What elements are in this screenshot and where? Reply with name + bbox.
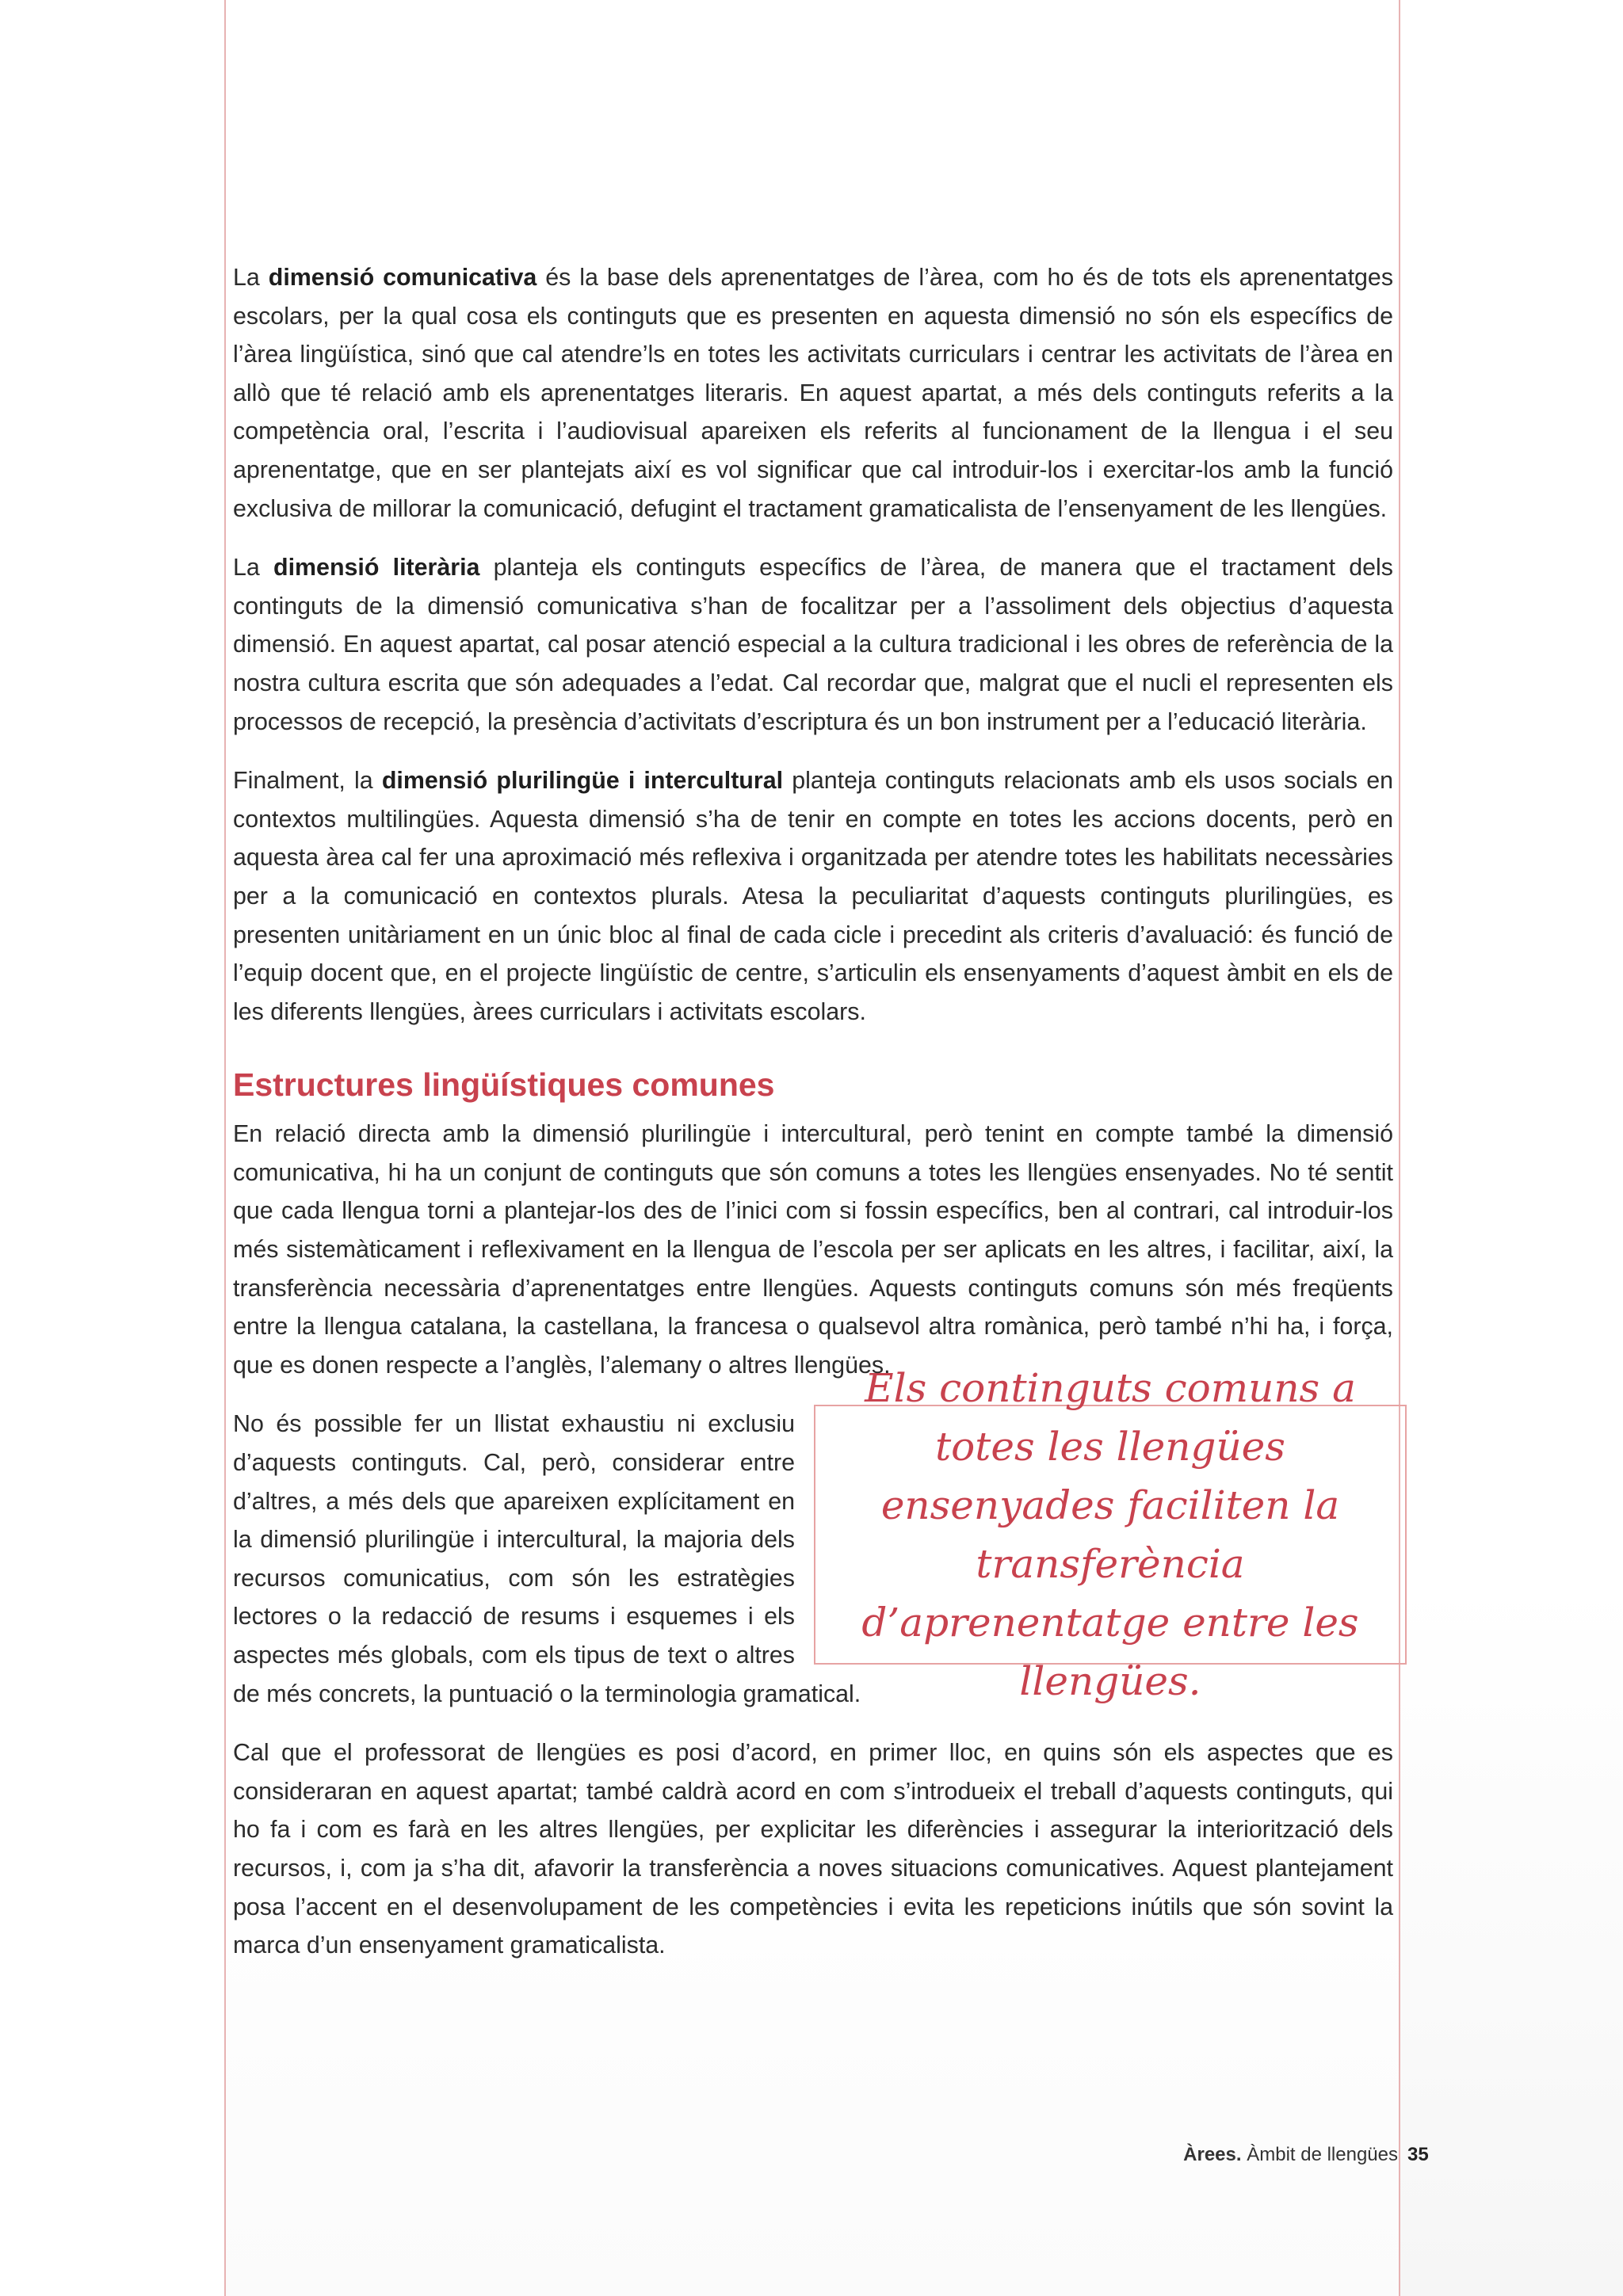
pull-quote-callout: Els continguts comuns a totes les llengües ensenyades faciliten la transferència d’aprenentatge entre les llengües. xyxy=(814,1405,1407,1665)
bold-term: dimensió plurilingüe i intercultural xyxy=(381,767,784,795)
paragraph-estructures-llistat: No és possible fer un llistat exhaustiu ni exclusiu d’aquests continguts. Cal, però, considerar entre d’altres, a més dels que apareixen explícitament en la dimensió plurilingüe i intercultural, la majoria dels recursos comunicatius, com són les estratègies lectores o la redacció de resums i esquemes i els aspectes més globals, com els tipus de text o altres de més concrets, la puntuació o la terminologia gramatical. xyxy=(233,1410,861,1707)
section-heading: Estructures lingüístiques comunes xyxy=(233,1066,775,1104)
page-body xyxy=(233,258,1393,1985)
footer-section: Àmbit de llengües xyxy=(1247,2144,1398,2165)
bold-term: dimensió literària xyxy=(273,554,480,582)
page-number: 35 xyxy=(1407,2144,1429,2165)
footer-area: Àrees. xyxy=(1183,2144,1242,2165)
paragraph-dimensio-plurilingue: Finalment, la dimensió plurilingüe i intercultural planteja continguts relacionats amb els usos socials en contextos multilingües. Aquesta dimensió s’ha de tenir en compte en totes les accions docents, però en aquesta àrea cal fer una aproximació més reflexiva i organitzada per atendre totes les habilitats necessàries per a la comunicació en contextos plurals. Atesa la peculiaritat d’aquests continguts plurilingües, es presenten unitàriament en un únic bloc al final de cada cicle i precedint als criteris d’avaluació: és funció de l’equip docent que, en el projecte lingüístic de centre, s’articulin els ensenyaments d’aquest àmbit en els de les diferents llengües, àrees curriculars i activitats escolars. xyxy=(233,767,1394,1025)
paragraph-dimensio-comunicativa: La dimensió comunicativa és la base dels aprenentatges de l’àrea, com ho és de tots els aprenentatges escolars, per la qual cosa els continguts que es presenten en aquesta dimensió no són els específics de l’àrea lingüística, sinó que cal atendre’ls en totes les activitats curriculars i centrar les activitats de l’àrea en allò que té relació amb els aprenentatges literaris. En aquest apartat, a més dels continguts referits a la competència oral, l’escrita i l’audiovisual apareixen els referits al funcionament de la llengua i el seu aprenentatge, que en ser plantejats així es vol significar que cal introduir-los i exercitar-los amb la funció exclusiva de millorar la comunicació, defugint el tractament gramaticalista de l’ensenyament de les llengües. xyxy=(233,264,1394,522)
paragraph-dimensio-literaria: La dimensió literària planteja els continguts específics de l’àrea, de manera que el tractament dels continguts de la dimensió comunicativa s’han de focalitzar per a l’assoliment dels objectius d’aquesta dimensió. En aquest apartat, cal posar atenció especial a la cultura tradicional i les obres de referència de la nostra cultura escrita que són adequades a l’edat. Cal recordar que, malgrat que el nucli el representen els processos de recepció, la presència d’activitats d’escriptura és un bon instrument per a l’educació literària. xyxy=(233,554,1393,735)
paragraph-professorat: Cal que el professorat de llengües es posi d’acord, en primer lloc, en quins són els aspectes que es consideraran en aquest apartat; també caldrà acord en com s’introdueix el treball d’aquests continguts, qui ho fa i com es farà en les altres llengües, per explicitar les diferències i assegurar la interiorització dels recursos, i, com ja s’ha dit, afavorir la transferència a noves situacions comunicatives. Aquest plantejament posa l’accent en el desenvolupament de les competències i evita les repeticions inútils que són sovint la marca d’un ensenyament gramaticalista. xyxy=(233,1739,1393,1959)
paragraph-estructures-intro: En relació directa amb la dimensió plurilingüe i intercultural, però tenint en compte també la dimensió comunicativa, hi ha un conjunt de continguts que són comuns a totes les llengües ensenyades. No té sentit que cada llengua torni a plantejar-los des de l’inici com si fossin específics, ben al contrari, cal introduir-los més sistemàticament i reflexivament en la llengua de l’escola per ser aplicats en les altres, i facilitar, així, la transferència necessària d’aprenentatges entre llengües. Aquests continguts comuns són més freqüents entre la llengua catalana, la castellana, la francesa o qualsevol altra romànica, però també n’hi ha, i força, que es donen respecte a l’anglès, l’alemany o altres llengües. xyxy=(233,1120,1393,1379)
bold-term: dimensió comunicativa xyxy=(268,264,537,291)
right-margin-rule xyxy=(1399,0,1400,2296)
outer-margin-shade xyxy=(1400,1585,1623,2296)
running-footer xyxy=(1109,2144,1398,2166)
